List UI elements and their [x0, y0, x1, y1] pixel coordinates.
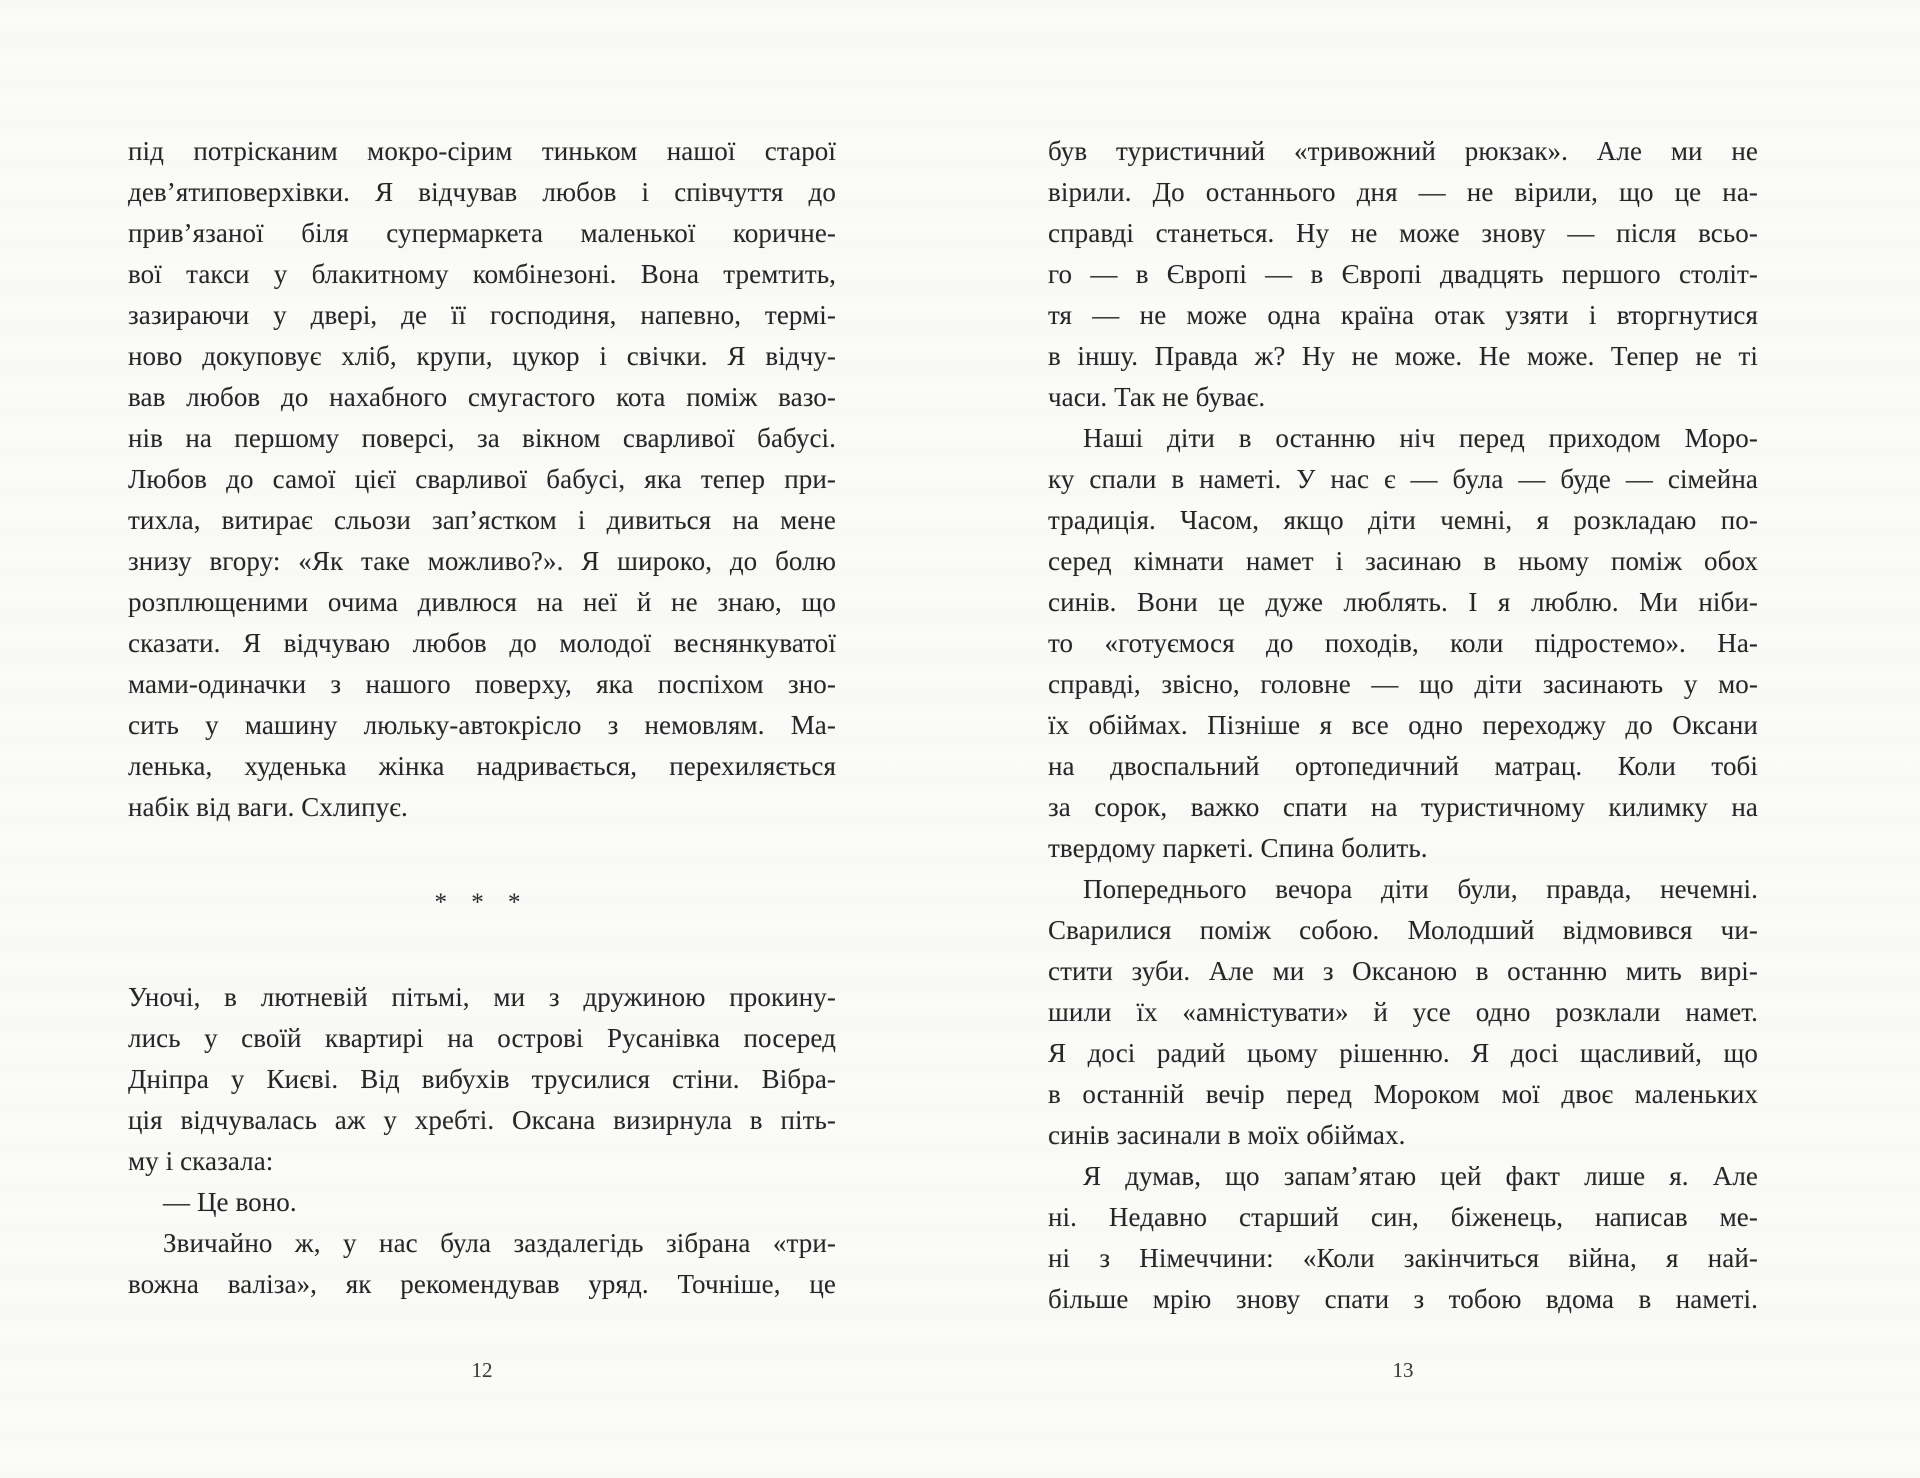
text-line: ція відчувалась аж у хребті. Оксана визирнула в піть-	[128, 1105, 836, 1135]
text-line: їх обіймах. Пізніше я все одно переходжу до Оксани	[1048, 710, 1758, 740]
text-line: сказати. Я відчуваю любов до молодої веснянкуватої	[128, 628, 836, 658]
text-line: ленька, худенька жінка надривається, перехиляється	[128, 751, 836, 781]
section-divider: * * *	[434, 889, 530, 916]
text-line: ні з Німеччини: «Коли закінчиться війна, я най-	[1048, 1243, 1758, 1273]
text-line: то «готуємося до походів, коли підростемо». На-	[1048, 628, 1758, 658]
text-line: ново докуповує хліб, крупи, цукор і свічки. Я відчу-	[128, 341, 836, 371]
text-line: тихла, витирає сльози зап’ястком і дивиться на мене	[128, 505, 836, 535]
text-line: Звичайно ж, у нас була заздалегідь зібрана «три-	[163, 1228, 836, 1258]
text-line: ку спали в наметі. У нас є — була — буде — сімейна	[1048, 464, 1758, 494]
text-line: на двоспальний ортопедичний матрац. Коли тобі	[1048, 751, 1758, 781]
text-line: традиція. Часом, якщо діти чемні, я розкладаю по-	[1048, 505, 1758, 535]
text-line: го — в Європі — в Європі двадцять першого століт-	[1048, 259, 1758, 289]
text-line: Любов до самої цієї сварливої бабусі, яка тепер при-	[128, 464, 836, 494]
text-line: Попереднього вечора діти були, правда, нечемні.	[1083, 874, 1758, 904]
text-line: тя — не може одна країна отак узяти і вторгнутися	[1048, 300, 1758, 330]
text-line: синів. Вони це дуже люблять. І я люблю. Ми ніби-	[1048, 587, 1758, 617]
text-line: дев’ятиповерхівки. Я відчував любов і співчуття до	[128, 177, 836, 207]
text-line: Я думав, що запам’ятаю цей факт лише я. Але	[1083, 1161, 1758, 1191]
text-line: твердому паркеті. Спина болить.	[1048, 833, 1428, 863]
text-line: синів засинали в моїх обіймах.	[1048, 1120, 1406, 1150]
page-left-text-column	[128, 131, 836, 1305]
text-line: в останній вечір перед Мороком мої двоє маленьких	[1048, 1079, 1758, 1109]
text-line: нів на першому поверсі, за вікном сварливої бабусі.	[128, 423, 836, 453]
text-line: в іншу. Правда ж? Ну не може. Не може. Тепер не ті	[1048, 341, 1758, 371]
text-line: стити зуби. Але ми з Оксаною в останню мить вирі-	[1048, 956, 1758, 986]
page-right-text-column	[1048, 131, 1758, 1320]
text-line: знизу вгору: «Як таке можливо?». Я широко, до болю	[128, 546, 836, 576]
text-line: Дніпра у Києві. Від вибухів трусилися стіни. Вібра-	[128, 1064, 836, 1094]
text-line: більше мрію знову спати з тобою вдома в наметі.	[1048, 1284, 1758, 1314]
text-line: лись у своїй квартирі на острові Русанівка посеред	[128, 1023, 836, 1053]
text-line: набік від ваги. Схлипує.	[128, 792, 408, 822]
text-line: справді станеться. Ну не може знову — після всьо-	[1048, 218, 1758, 248]
text-line: був туристичний «тривожний рюкзак». Але ми не	[1048, 136, 1758, 166]
text-line: прив’язаної біля супермаркета маленької коричне-	[128, 218, 836, 248]
text-line: зазираючи у двері, де її господиня, напевно, термі-	[128, 300, 836, 330]
text-line: Я досі радий цьому рішенню. Я досі щасливий, що	[1048, 1038, 1758, 1068]
text-line: за сорок, важко спати на туристичному килимку на	[1048, 792, 1758, 822]
text-line: Наші діти в останню ніч перед приходом Моро-	[1083, 423, 1758, 453]
text-line: під потрісканим мокро-сірим тиньком нашої старої	[128, 136, 836, 166]
text-line: му і сказала:	[128, 1146, 274, 1176]
text-line: сить у машину люльку-автокрісло з немовлям. Ма-	[128, 710, 836, 740]
text-line: Уночі, в лютневій пітьмі, ми з дружиною прокину-	[128, 982, 836, 1012]
page-left-number: 12	[471, 1358, 493, 1382]
text-line: часи. Так не буває.	[1048, 382, 1266, 412]
text-line: серед кімнати намет і засинаю в ньому поміж обох	[1048, 546, 1758, 576]
text-line: справді, звісно, головне — що діти засинають у мо-	[1048, 669, 1758, 699]
text-line: розплющеними очима дивлюся на неї й не знаю, що	[128, 587, 836, 617]
text-line: Сварилися поміж собою. Молодший відмовився чи-	[1048, 915, 1758, 945]
text-line: мами-одиначки з нашого поверху, яка поспіхом зно-	[128, 669, 836, 699]
text-line: вірили. До останнього дня — не вірили, що це на-	[1048, 177, 1758, 207]
text-line: вожна валіза», як рекомендував уряд. Точніше, це	[128, 1269, 836, 1299]
text-line: ні. Недавно старший син, біженець, написав ме-	[1048, 1202, 1758, 1232]
text-line: шили їх «амністувати» й усе одно розклали намет.	[1048, 997, 1758, 1027]
page-right-number: 13	[1392, 1358, 1414, 1382]
text-line: вої такси у блакитному комбінезоні. Вона тремтить,	[128, 259, 836, 289]
text-line: вав любов до нахабного смугастого кота поміж вазо-	[128, 382, 836, 412]
text-line: — Це воно.	[163, 1187, 297, 1217]
